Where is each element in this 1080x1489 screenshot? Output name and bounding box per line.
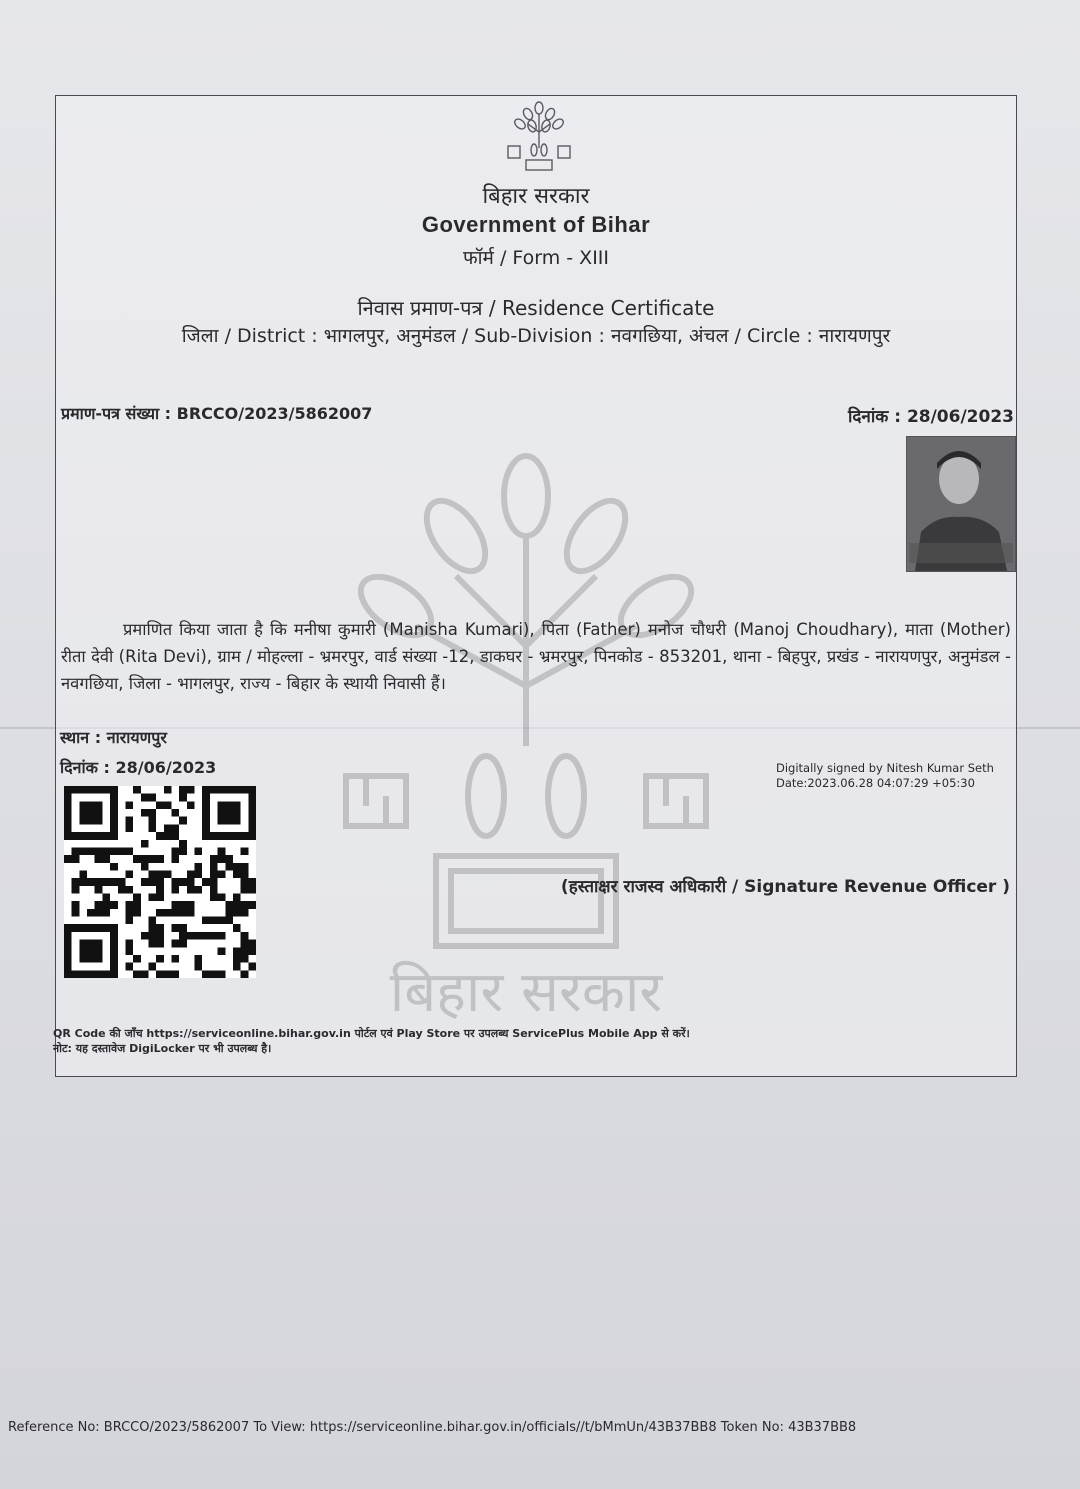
digital-signature-date: Date:2023.06.28 04:07:29 +05:30	[776, 776, 975, 790]
government-title: Government of Bihar	[421, 212, 651, 237]
certificate-number: प्रमाण-पत्र संख्या : BRCCO/2023/5862007	[61, 404, 373, 423]
hindi-govt-title: बिहार सरकार	[482, 184, 590, 209]
bihar-emblem-icon	[504, 98, 574, 173]
digilocker-note: नोट: यह दस्तावेज DigiLocker पर भी उपलब्ध है।	[53, 1042, 272, 1055]
qr-verification-note: QR Code की जाँच https://serviceonline.bihar.gov.in पोर्टल एवं Play Store पर उपलब्ध ServicePlus Mobile App से करें।	[53, 1027, 690, 1040]
verification-note	[53, 1026, 690, 1056]
qr-code-icon[interactable]	[64, 786, 256, 978]
certificate-body: प्रमाणित किया जाता है कि मनीषा कुमारी (Manisha Kumari), पिता (Father) मनोज चौधरी (Manoj Choudhary), माता (Mother) रीता देवी (Rita Devi), ग्राम / मोहल्ला - भ्रमरपुर, वार्ड संख्या -12, डाकघर - भ्रमरपुर, पिनकोड - 853201, थाना - बिहपुर, प्रखंड - नारायणपुर, अनुमंडल - नवगछिया, जिला - भागलपुर, राज्य - बिहार के स्थायी निवासी हैं।	[61, 620, 1011, 693]
certificate-frame	[55, 95, 1017, 1077]
form-number: फॉर्म / Form - XIII	[462, 247, 610, 269]
applicant-photo	[906, 436, 1016, 572]
officer-signature-label: (हस्ताक्षर राजस्व अधिकारी / Signature Revenue Officer )	[560, 877, 1010, 897]
issue-date: दिनांक : 28/06/2023	[60, 758, 217, 777]
digital-signature-name: Digitally signed by Nitesh Kumar Seth	[776, 761, 994, 775]
district-line: जिला / District : भागलपुर, अनुमंडल / Sub-Division : नवगछिया, अंचल / Circle : नारायणपुर	[181, 325, 891, 347]
certificate-title: निवास प्रमाण-पत्र / Residence Certificate	[357, 296, 715, 320]
watermark-text: बिहार सरकार	[389, 960, 663, 1025]
issue-place: स्थान : नारायणपुर	[60, 728, 167, 747]
digital-signature	[776, 761, 994, 791]
certificate-date: दिनांक : 28/06/2023	[847, 407, 1014, 427]
watermark-emblem-icon	[326, 446, 726, 1026]
reference-footer: Reference No: BRCCO/2023/5862007 To View: https://serviceonline.bihar.gov.in/officials//t/bMmUn/43B37BB8 Token No: 43B37BB8	[8, 1420, 857, 1435]
